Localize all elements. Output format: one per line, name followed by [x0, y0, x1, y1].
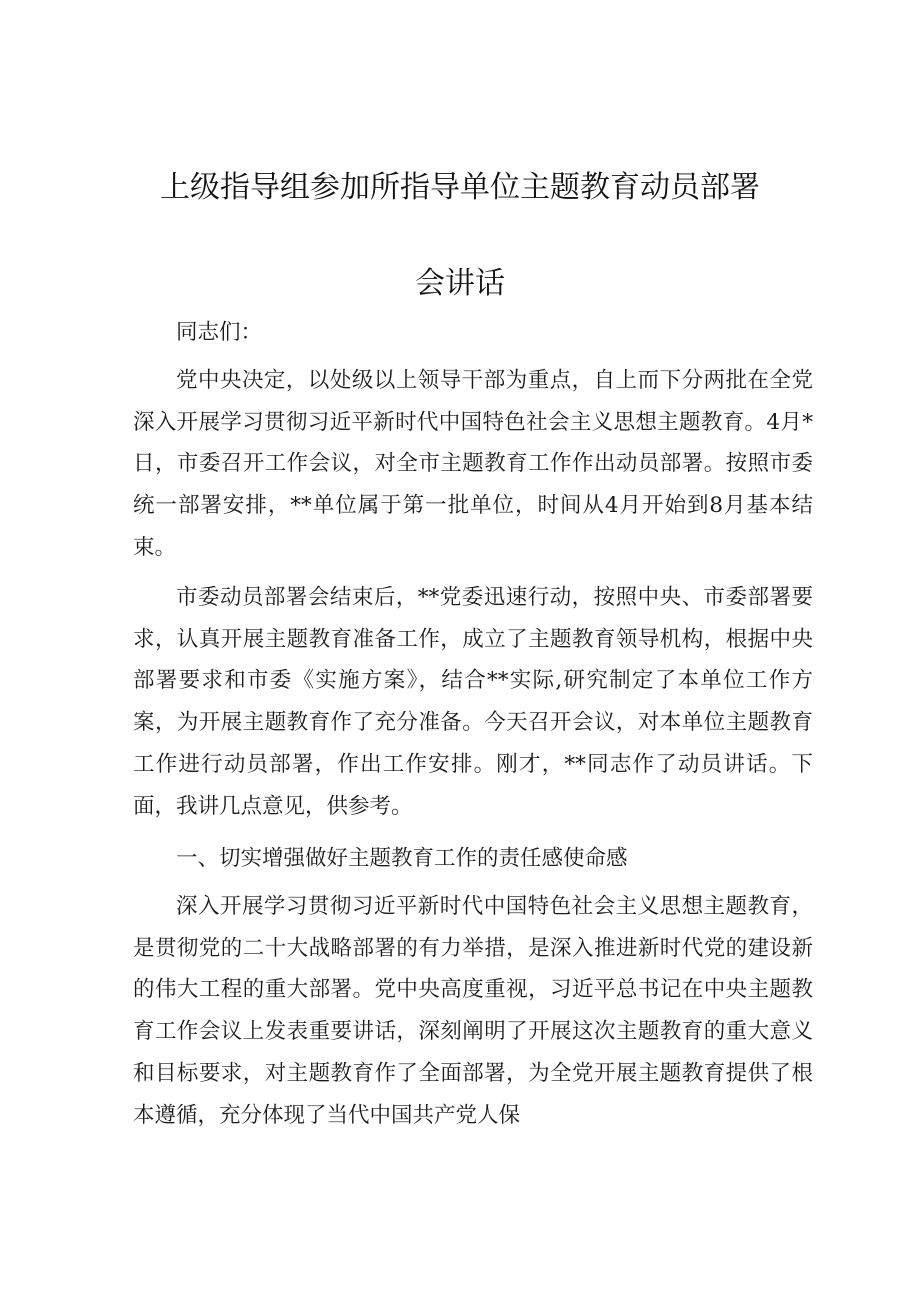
section-heading: 一、切实增强做好主题教育工作的责任感使命感 — [176, 846, 628, 871]
paragraph-intro: 党中央决定，以处级以上领导干部为重点，自上而下分两批在全党深入开展学习贯彻习近平新时代中国特色社会主义思想主题教育。4月*日，市委召开工作会议，对全市主题教育工作作出动员部署。按照市委统一部署安排，**单位属于第一批单位，时间从4月开始到8月基本结束。 — [133, 368, 813, 560]
section-paragraph: 深入开展学习贯彻习近平新时代中国特色社会主义思想主题教育，是贯彻党的二十大战略部署的有力举措，是深入推进新时代党的建设新的伟大工程的重大部署。党中央高度重视，习近平总书记在中央主题教育工作会议上发表重要讲话，深刻阐明了开展这次主题教育的重大意义和目标要求，对主题教育作了全面部署，为全党开展主题教育提供了根本遵循，充分体现了当代中国共产党人保 — [133, 894, 813, 1128]
salutation: 同志们： — [176, 320, 263, 345]
document-title-line-2: 会讲话 — [415, 266, 505, 301]
document-title-line-1: 上级指导组参加所指导单位主题教育动员部署 — [160, 170, 760, 205]
paragraph-background: 市委动员部署会结束后，**党委迅速行动，按照中央、市委部署要求，认真开展主题教育准备工作，成立了主题教育领导机构，根据中央部署要求和市委《实施方案》，结合**实际,研究制定了本单位工作方案，为开展主题教育作了充分准备。今天召开会议，对本单位主题教育工作进行动员部署，作出工作安排。刚才，**同志作了动员讲话。下面，我讲几点意见，供参考。 — [133, 585, 813, 819]
